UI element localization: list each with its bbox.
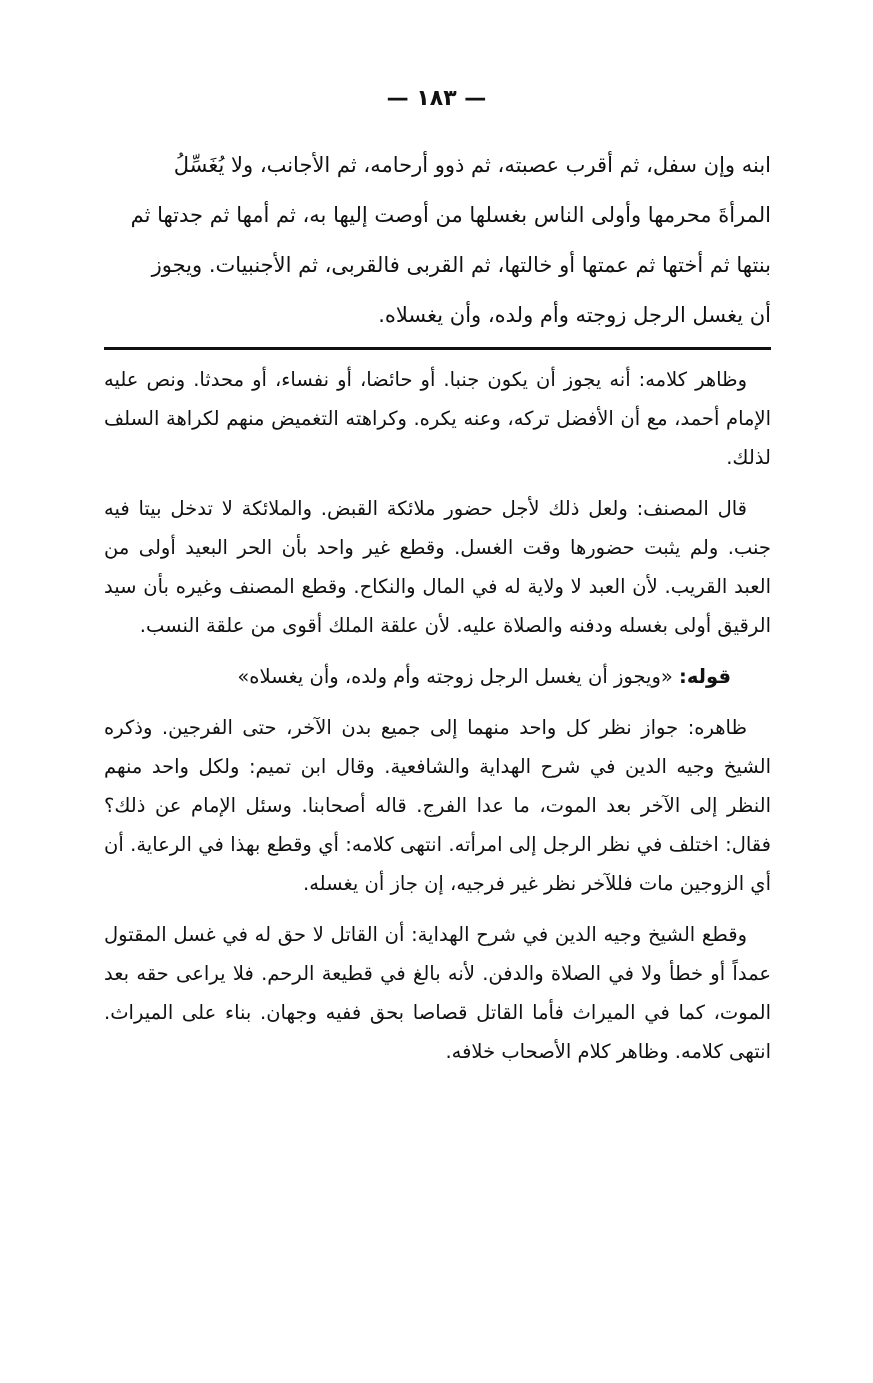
quote-label: قوله: (679, 665, 731, 688)
main-text-line: أن يغسل الرجل زوجته وأم ولده، وأن يغسلاه. (378, 303, 771, 327)
main-text-line: المرأةَ محرمها وأولى الناس بغسلها من أوصت إليها به، ثم أمها ثم جدتها ثم (130, 203, 771, 227)
commentary-paragraph: وظاهر كلامه: أنه يجوز أن يكون جنبا. أو حائضا، أو نفساء، أو محدثا. ونص عليه الإمام أحمد، مع أن الأفضل تركه، وعنه يكره. وكراهته التغميض منهم لكراهة السلف لذلك. (104, 368, 771, 469)
commentary (104, 360, 771, 1083)
quoted-passage (104, 657, 771, 696)
commentary-paragraph: ظاهره: جواز نظر كل واحد منهما إلى جميع بدن الآخر، حتى الفرجين. وذكره الشيخ وجيه الدين في شرح الهداية والشافعية. وقال ابن تميم: ولكل واحد منهم النظر إلى الآخر بعد الموت، ما عدا الفرج. قاله أصحابنا. وسئل الإمام عن ذلك؟ فقال: اختلف في نظر الرجل إلى امرأته. انتهى كلامه: أي وقطع بهذا في الرعاية. أن أي الزوجين مات فللآخر نظر غير فرجيه، إن جاز أن يغسله. (104, 716, 771, 895)
commentary-paragraph: قال المصنف: ولعل ذلك لأجل حضور ملائكة القبض. والملائكة لا تدخل بيتا فيه جنب. ولم يثبت حضورها وقت الغسل. وقطع غير واحد بأن الحر البعيد أولى من العبد القريب. لأن العبد لا ولاية له في المال والنكاح. وقطع المصنف وغيره بأن سيد الرقيق أولى بغسله ودفنه والصلاة عليه. لأن علقة الملك أقوى من علقة النسب. (104, 497, 771, 637)
page-number: — ١٨٣ — (386, 86, 487, 111)
main-text-line: ابنه وإن سفل، ثم أقرب عصبته، ثم ذوو أرحامه، ثم الأجانب، ولا يُغَسِّلُ (173, 153, 771, 177)
main-text (104, 140, 771, 340)
commentary-paragraph: وقطع الشيخ وجيه الدين في شرح الهداية: أن القاتل لا حق له في غسل المقتول عمداً أو خطأ ولا في الصلاة والدفن. لأنه بالغ في قطيعة الرحم. فلا يراعى حقه بعد الموت، كما في الميراث فأما القاتل قصاصا بحق ففيه وجهان. بناء على الميراث. انتهى كلامه. وظاهر كلام الأصحاب خلافه. (104, 923, 771, 1063)
main-text-line: بنتها ثم أختها ثم عمتها أو خالتها، ثم القربى فالقربى، ثم الأجنبيات. ويجوز (151, 253, 771, 277)
footnote-divider (104, 347, 771, 350)
quote-text: «ويجوز أن يغسل الرجل زوجته وأم ولده، وأن يغسلاه» (237, 665, 673, 688)
